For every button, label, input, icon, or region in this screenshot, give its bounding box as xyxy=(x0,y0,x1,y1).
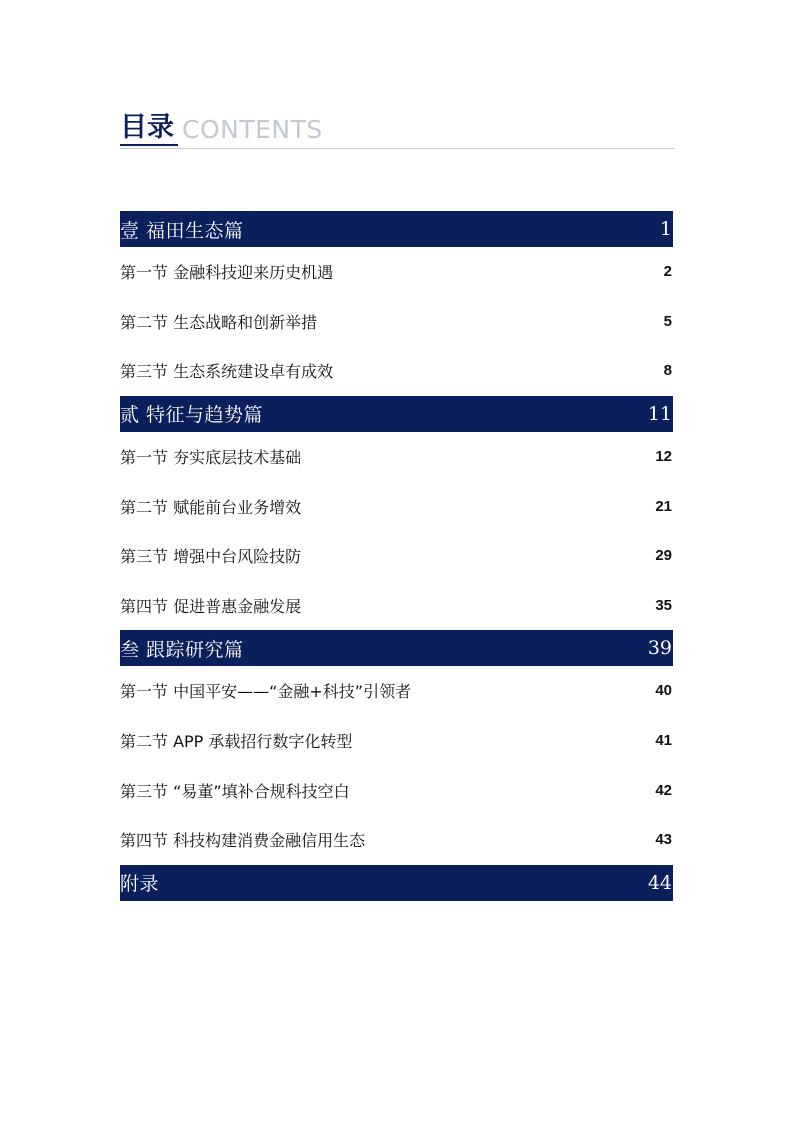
toc-section[interactable] xyxy=(120,666,673,716)
section-label: 第一节 中国平安——“金融+科技”引领者 xyxy=(120,682,412,702)
toc-section[interactable] xyxy=(120,432,673,482)
section-label: 第四节 促进普惠金融发展 xyxy=(120,596,302,616)
toc-section[interactable] xyxy=(120,765,673,815)
section-label: 第二节 赋能前台业务增效 xyxy=(120,497,302,517)
page-title: 目录 xyxy=(120,112,178,146)
toc-part-3[interactable] xyxy=(120,630,673,666)
toc-part-appendix[interactable] xyxy=(120,865,673,901)
part-page-number: 44 xyxy=(647,871,672,894)
section-label: 第三节 增强中台风险技防 xyxy=(120,547,302,567)
section-page-number: 2 xyxy=(663,263,672,281)
section-page-number: 29 xyxy=(655,547,672,565)
section-label: 第一节 夯实底层技术基础 xyxy=(120,448,302,468)
toc-part-1[interactable] xyxy=(120,211,673,247)
toc-section[interactable] xyxy=(120,481,673,531)
section-page-number: 41 xyxy=(655,732,672,750)
section-label: 第四节 科技构建消费金融信用生态 xyxy=(120,831,366,851)
toc-part-2[interactable] xyxy=(120,396,673,432)
part-page-number: 39 xyxy=(647,637,672,660)
section-page-number: 8 xyxy=(663,362,672,380)
page-subtitle: CONTENTS xyxy=(182,115,323,144)
toc-section[interactable] xyxy=(120,297,673,347)
section-page-number: 5 xyxy=(663,312,672,330)
section-page-number: 40 xyxy=(655,682,672,700)
toc-section[interactable] xyxy=(120,716,673,766)
section-page-number: 42 xyxy=(655,781,672,799)
toc-section[interactable] xyxy=(120,581,673,631)
part-page-number: 1 xyxy=(659,218,672,240)
part-label: 贰 特征与趋势篇 xyxy=(120,404,264,427)
part-label: 叁 跟踪研究篇 xyxy=(120,638,244,661)
section-page-number: 12 xyxy=(655,448,672,466)
table-of-contents xyxy=(120,211,673,901)
part-label: 附录 xyxy=(120,873,160,896)
part-page-number: 11 xyxy=(647,402,672,425)
section-label: 第三节 “易董”填补合规科技空白 xyxy=(120,781,350,801)
toc-header xyxy=(120,112,674,149)
toc-section[interactable] xyxy=(120,815,673,865)
section-label: 第一节 金融科技迎来历史机遇 xyxy=(120,263,334,283)
section-label: 第三节 生态系统建设卓有成效 xyxy=(120,362,334,382)
section-label: 第二节 生态战略和创新举措 xyxy=(120,312,318,332)
section-page-number: 21 xyxy=(655,497,672,515)
section-page-number: 35 xyxy=(655,596,672,614)
part-label: 壹 福田生态篇 xyxy=(120,219,244,242)
section-label: 第二节 APP 承载招行数字化转型 xyxy=(120,732,353,752)
toc-section[interactable] xyxy=(120,346,673,396)
section-page-number: 43 xyxy=(655,831,672,849)
toc-section[interactable] xyxy=(120,531,673,581)
toc-section[interactable] xyxy=(120,247,673,297)
